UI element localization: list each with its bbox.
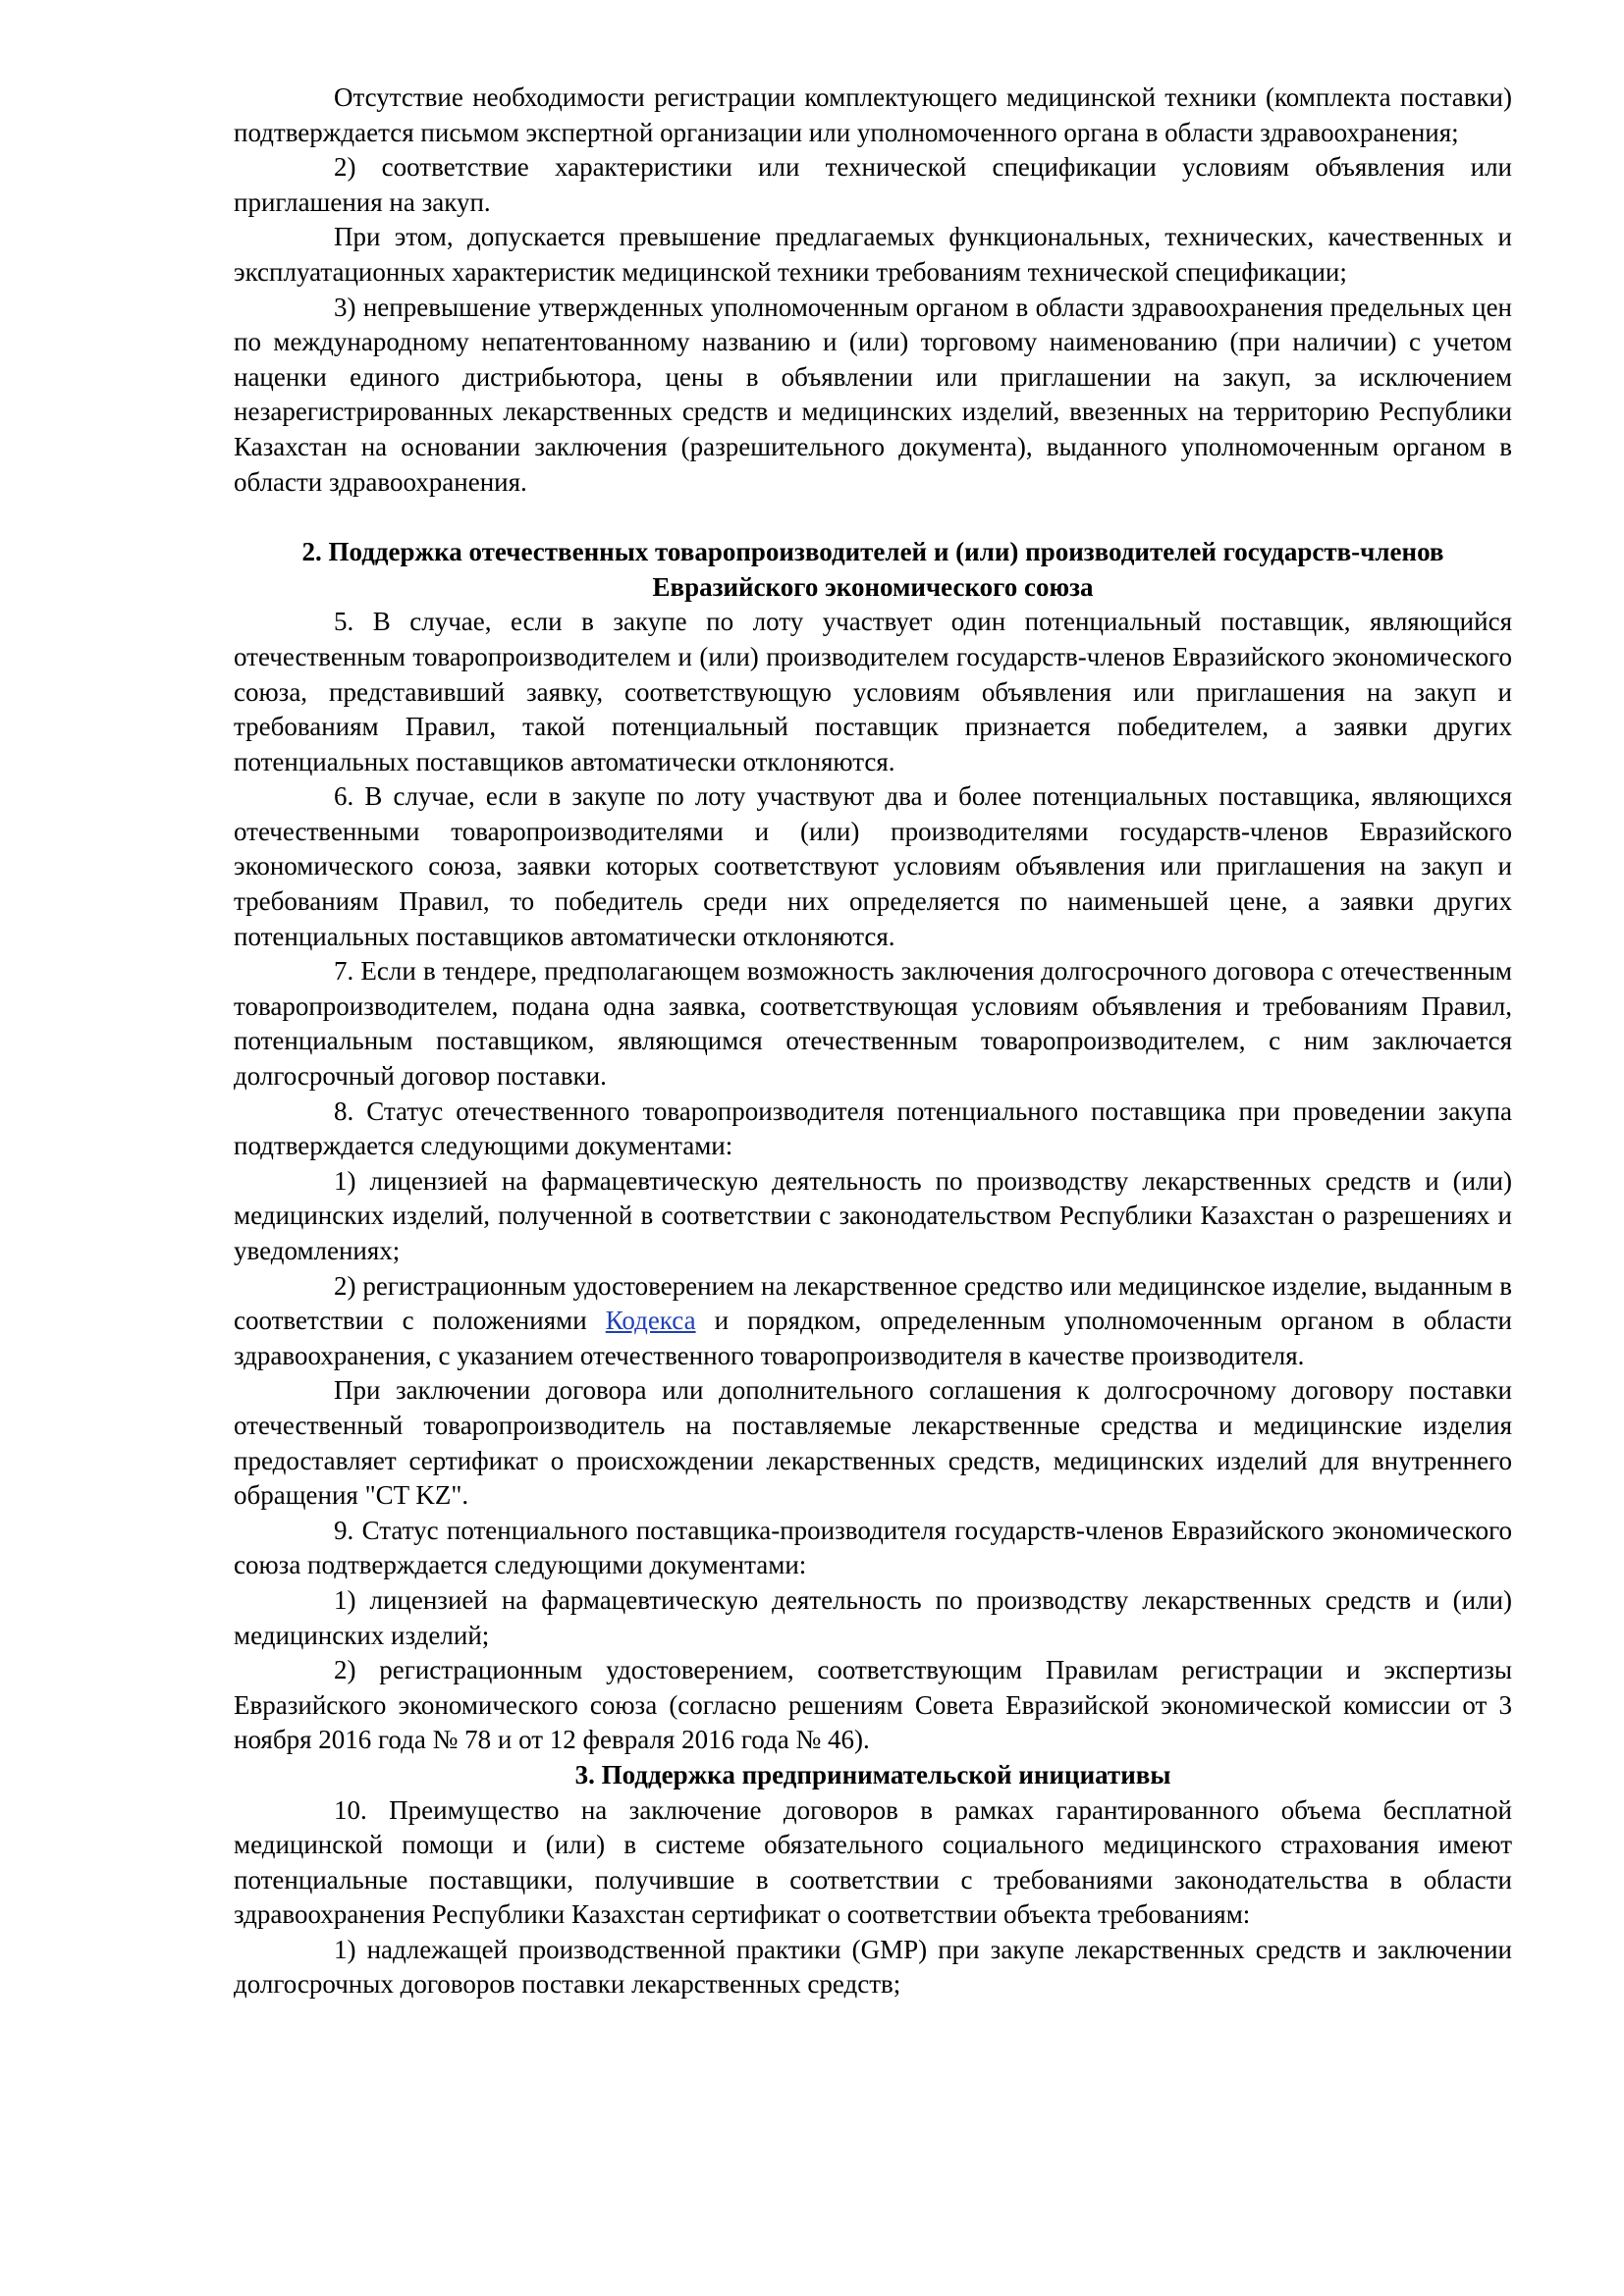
section-heading-2: 2. Поддержка отечественных товаропроизводителей и (или) производителей государств-членов Евразийского экономического союза [301,537,1444,602]
paragraph-item-3-price-limit: 3) непревышение утвержденных уполномоченным органом в области здравоохранения предельных цен по международному непатентованному названию и (или) торговому наименованию (при наличии) с учетом наценки единого дистрибьютора, цены в объявлении или приглашении на закуп, за исключением незарегистрированных лекарственных средств и медицинских изделий, ввезенных на территорию Республики Казахстан на основании заключения (разрешительного документа), выданного уполномоченным органом в области здравоохранения. [234,292,1512,497]
paragraph-7: 7. Если в тендере, предполагающем возможность заключения долгосрочного договора с отечественным товаропроизводителем, подана одна заявка, соответствующая условиям объявления и требованиям Правил, потенциальным поставщиком, являющимся отечественным товаропроизводителем, с ним заключается долгосрочный договор поставки. [234,956,1512,1092]
paragraph-9: 9. Статус потенциального поставщика-производителя государств-членов Евразийского экономического союза подтверждается следующими документами: [234,1515,1512,1580]
paragraph-excess-allowed: При этом, допускается превышение предлагаемых функциональных, технических, качественных и эксплуатационных характеристик медицинской техники требованиям технической спецификации; [234,222,1512,287]
paragraph-9-item-1: 1) лицензией на фармацевтическую деятельность по производству лекарственных средств и (или) медицинских изделий; [234,1584,1512,1650]
paragraph-8-certificate: При заключении договора или дополнительного соглашения к долгосрочному договору поставки отечественный товаропроизводитель на поставляемые лекарственные средства и медицинские изделия предоставляет сертификат о происхождении лекарственных средств, медицинских изделий для внутреннего обращения "CT KZ". [234,1375,1512,1511]
paragraph-8-item-2-text-before: 2) регистрационным удостоверением на лекарственное средство или медицинское изделие, выданным в соответствии с положениями [234,1270,1512,1336]
paragraph-6: 6. В случае, если в закупе по лоту участвуют два и более потенциальных поставщика, являющихся отечественными товаропроизводителями и (или) производителями государств-членов Евразийского экономического союза, заявки которых соответствуют условиям объявления или приглашения на закуп и требованиям Правил, то победитель среди них определяется по наименьшей цене, а заявки других потенциальных поставщиков автоматически отклоняются. [234,781,1512,951]
paragraph-10-item-1: 1) надлежащей производственной практики (GMP) при закупе лекарственных средств и заключении долгосрочных договоров поставки лекарственных средств; [234,1934,1512,2000]
paragraph-5: 5. В случае, если в закупе по лоту участвует один потенциальный поставщик, являющийся отечественным товаропроизводителем и (или) производителем государств-членов Евразийского экономического союза, представивший заявку, соответствующую условиям объявления или приглашения на закуп и требованиям Правил, такой потенциальный поставщик признается победителем, а заявки других потенциальных поставщиков автоматически отклоняются. [234,607,1512,776]
paragraph-registration-note: Отсутствие необходимости регистрации комплектующего медицинской техники (комплекта поставки) подтверждается письмом экспертной организации или уполномоченного органа в области здравоохранения; [234,82,1512,147]
paragraph-item-2-specification: 2) соответствие характеристики или технической спецификации условиям объявления или приглашения на закуп. [234,152,1512,217]
section-gap [234,500,1512,535]
paragraph-8-item-1: 1) лицензией на фармацевтическую деятельность по производству лекарственных средств и (или) медицинских изделий, полученной в соответствии с законодательством Республики Казахстан о разрешениях и уведомлениях; [234,1165,1512,1265]
document-page [234,80,1512,2002]
paragraph-8-item-2-text-after: и порядком, определенным уполномоченным органом в области здравоохранения, с указанием отечественного товаропроизводителя в качестве производителя. [234,1306,1512,1370]
section-heading-3: 3. Поддержка предпринимательской инициативы [574,1759,1171,1789]
paragraph-10: 10. Преимущество на заключение договоров в рамках гарантированного объема бесплатной медицинской помощи и (или) в системе обязательного социального медицинского страхования имеют потенциальные поставщики, получившие в соответствии с требованиями законодательства в области здравоохранения Республики Казахстан сертификат о соответствии объекта требованиям: [234,1794,1512,1930]
paragraph-8: 8. Статус отечественного товаропроизводителя потенциального поставщика при проведении закупа подтверждается следующими документами: [234,1095,1512,1161]
paragraph-9-item-2: 2) регистрационным удостоверением, соответствующим Правилам регистрации и экспертизы Евразийского экономического союза (согласно решениям Совета Евразийской экономической комиссии от 3 ноября 2016 года № 78 и от 12 февраля 2016 года № 46). [234,1655,1512,1755]
codex-link[interactable]: Кодекса [605,1306,696,1336]
paragraph-8-item-2 [234,1269,1512,1374]
